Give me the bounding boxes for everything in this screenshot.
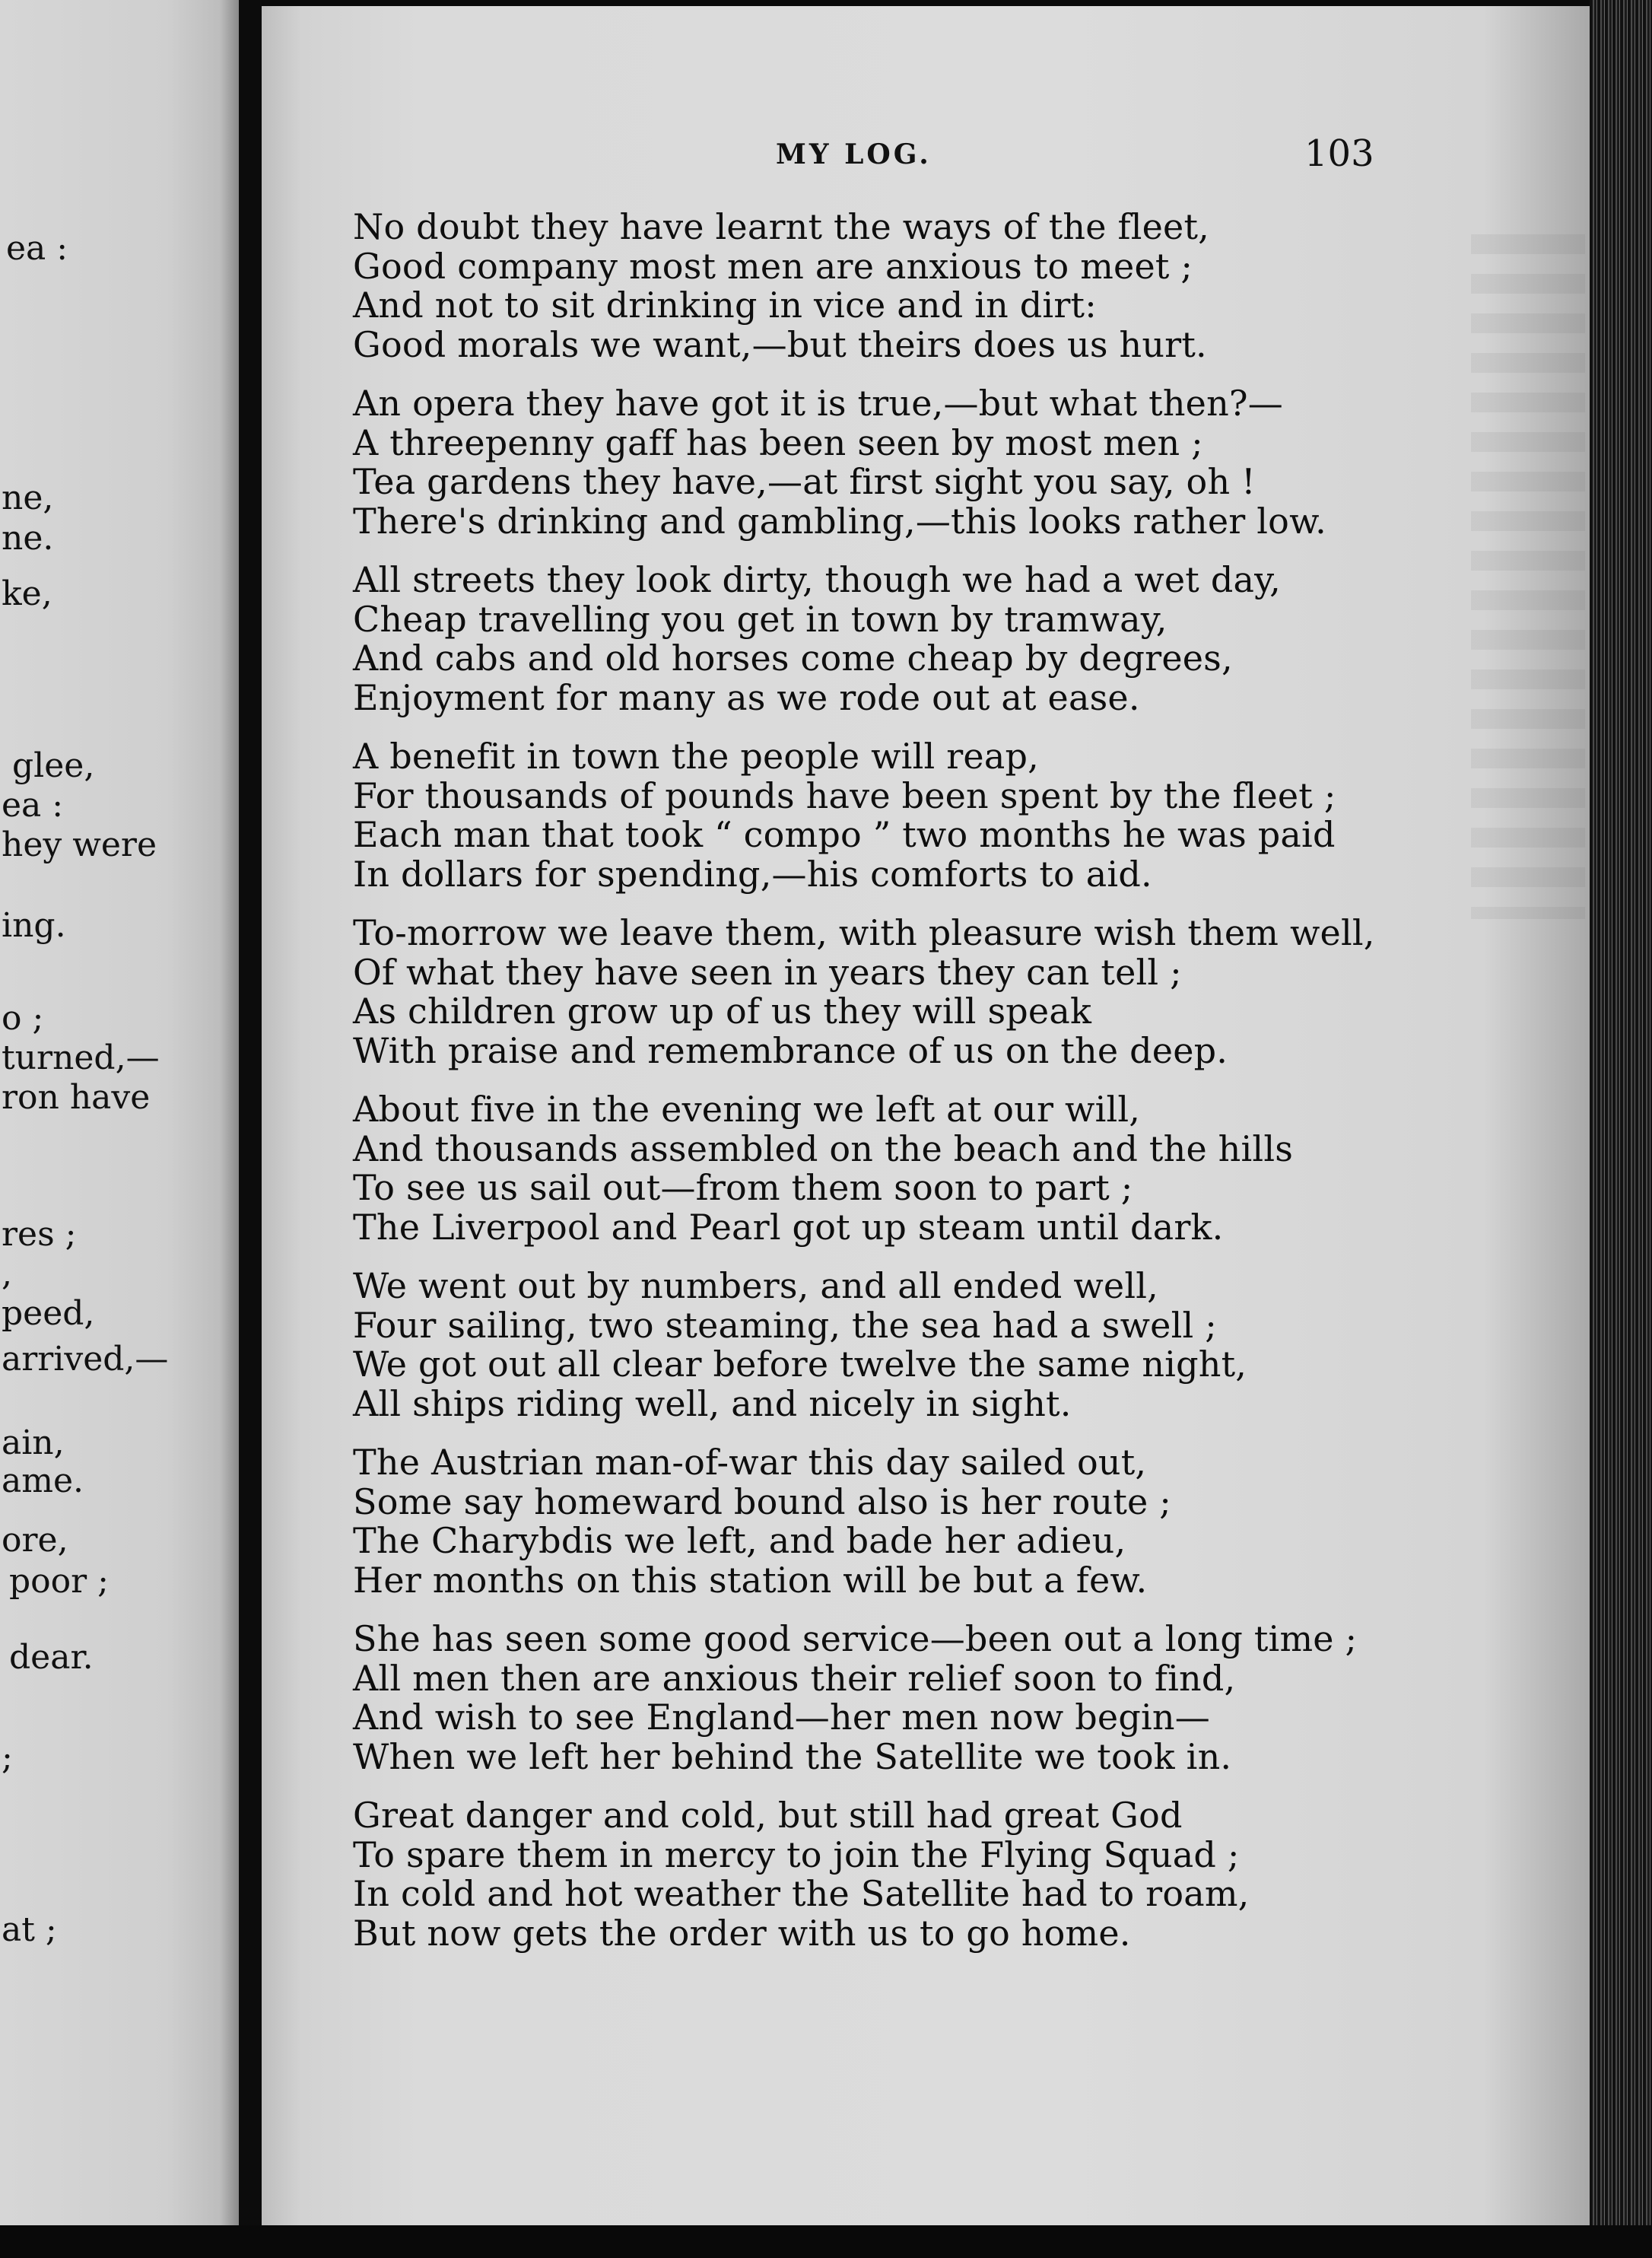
fragment-line: ke, [2, 574, 52, 613]
stanza [353, 208, 1585, 364]
verse-line: The Charybdis we left, and bade her adieu, [353, 1520, 1126, 1561]
running-head: MY LOG. [776, 138, 932, 170]
fragment-line: ne. [2, 519, 54, 558]
verse-line: A threepenny gaff has been seen by most men ; [353, 421, 1203, 463]
fragment-line: ron have [2, 1078, 151, 1117]
verse-line: And thousands assembled on the beach and the hills [353, 1127, 1294, 1169]
verse-line: About five in the evening we left at our will, [353, 1089, 1141, 1130]
fragment-line: ain, [2, 1423, 65, 1462]
verse-line: Four sailing, two steaming, the sea had a swell ; [353, 1304, 1217, 1346]
fragment-line: ne, [2, 479, 54, 517]
verse-line: All streets they look dirty, though we had a wet day, [353, 559, 1281, 600]
verse-line: Cheap travelling you get in town by tramway, [353, 598, 1168, 640]
verse-line: Great danger and cold, but still had great God [353, 1795, 1183, 1836]
verse-line: Some say homeward bound also is her route ; [353, 1480, 1171, 1522]
verse-line: All ships riding well, and nicely in sight. [353, 1382, 1072, 1424]
fragment-line: , [2, 1255, 12, 1293]
verse-line: When we left her behind the Satellite we took in. [353, 1735, 1232, 1777]
verse-line: And not to sit drinking in vice and in dirt: [353, 285, 1097, 326]
verse-line: As children grow up of us they will speak [353, 991, 1092, 1032]
verse-line: She has seen some good service—been out a long time ; [353, 1618, 1358, 1659]
verse-line: An opera they have got it is true,—but what then?— [353, 383, 1283, 424]
fragment-line: at ; [2, 1910, 57, 1949]
fragment-line: o ; [2, 999, 44, 1038]
verse-line: But now gets the order with us to go home. [353, 1912, 1131, 1954]
verse-line: The Austrian man-of-war this day sailed out, [353, 1442, 1147, 1483]
fragment-line: ea : [6, 229, 68, 268]
verse-line: Good morals we want,—but theirs does us hurt. [353, 323, 1207, 365]
verse-line: And cabs and old horses come cheap by degrees, [353, 638, 1233, 679]
fragment-line: poor ; [9, 1562, 109, 1601]
verse-line: With praise and remembrance of us on the deep. [353, 1029, 1228, 1071]
verse-line: Good company most men are anxious to meet ; [353, 245, 1193, 287]
verse-line: To-morrow we leave them, with pleasure wish them well, [353, 912, 1375, 953]
verse-line: We went out by numbers, and all ended well, [353, 1265, 1158, 1306]
verse-line: Each man that took “ compo ” two months he was paid [353, 814, 1336, 855]
verse-line: A benefit in town the people will reap, [353, 736, 1039, 777]
fragment-line: peed, [2, 1294, 95, 1333]
verse-line: Tea gardens they have,—at first sight you say, oh ! [353, 461, 1256, 502]
verse-line: No doubt they have learnt the ways of the fleet, [353, 206, 1209, 247]
fragment-line: res ; [2, 1215, 77, 1254]
page-number: 103 [1304, 132, 1374, 175]
verse-line: The Liverpool and Pearl got up steam until dark. [353, 1206, 1224, 1248]
fragment-line: arrived,— [2, 1340, 169, 1379]
verse-line: We got out all clear before twelve the same night, [353, 1344, 1247, 1385]
fragment-line: ing. [2, 906, 66, 945]
verse-line: Enjoyment for many as we rode out at ease. [353, 676, 1140, 718]
stanza [353, 1267, 1585, 1423]
facing-left-page [0, 0, 239, 2225]
stanza [353, 737, 1585, 894]
verse-line: In dollars for spending,—his comforts to aid. [353, 853, 1152, 895]
fragment-line: ; [2, 1738, 13, 1777]
verse-line: To spare them in mercy to join the Flying Squad ; [353, 1833, 1240, 1875]
fragment-line: dear. [9, 1638, 94, 1677]
verse-line: All men then are anxious their relief soon to find, [353, 1657, 1236, 1699]
scan-border-bottom [0, 2225, 1652, 2258]
fragment-line: ame. [2, 1461, 84, 1500]
stanza [353, 1443, 1585, 1600]
verse-line: To see us sail out—from them soon to part ; [353, 1167, 1133, 1208]
fragment-line: ore, [2, 1521, 68, 1560]
stanza [353, 914, 1585, 1070]
fragment-line: glee, [12, 746, 95, 785]
verse-line: There's drinking and gambling,—this looks rather low. [353, 500, 1327, 542]
stanza [353, 1620, 1585, 1776]
stanza [353, 1090, 1585, 1247]
stanza [353, 561, 1585, 717]
book-gutter [239, 0, 262, 2258]
verse-line: And wish to see England—her men now begin— [353, 1697, 1210, 1738]
verse-line: Her months on this station will be but a few. [353, 1559, 1148, 1601]
fragment-line: hey were [2, 825, 157, 864]
fragment-line: turned,— [2, 1038, 160, 1077]
verse-line: For thousands of pounds have been spent by the fleet ; [353, 774, 1336, 816]
poem-body [353, 208, 1585, 1953]
verse-line: In cold and hot weather the Satellite had to roam, [353, 1873, 1250, 1914]
page-fore-edge [1590, 0, 1652, 2258]
stanza [353, 384, 1585, 541]
verse-line: Of what they have seen in years they can tell ; [353, 951, 1182, 993]
fragment-line: ea : [2, 786, 64, 825]
facing-page-text-fragments [0, 0, 239, 2225]
stanza [353, 1796, 1585, 1953]
